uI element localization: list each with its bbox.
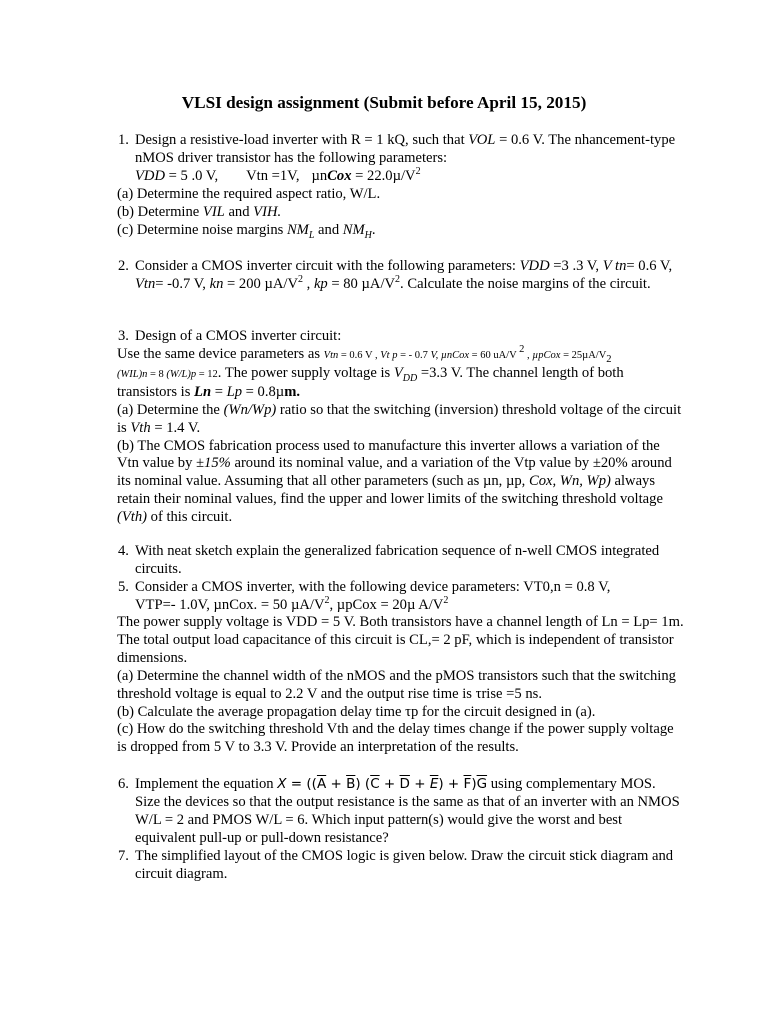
part-a: (a) Determine the required aspect ratio, W/L. — [117, 186, 381, 202]
part-b: (b) Determine VIL and VIH. — [117, 204, 282, 220]
parameter-line: (WIL)n = 8 (W/L)p = 12. The power supply voltage is $V_{DD} =3.3$ V. The channel length of both transistors is Ln = Lp = 0.8µm. — [117, 364, 624, 400]
part-c: (c) How do the switching threshold Vth and the delay times change if the power supply voltage is dropped from 5 V to 3.3 V. Provide an interpretation of the results. — [117, 721, 674, 756]
question-5-body — [117, 614, 684, 757]
question-3 — [118, 328, 682, 346]
parameter-line: VDD = 5 .0 V, Vtn =1V, µnCox = $22.0\mu/V^2$ — [135, 165, 421, 184]
question-text: With neat sketch explain the generalized fabrication sequence of n-well CMOS integrated circuits. — [135, 543, 660, 577]
part-c: (c) Determine noise margins $NM_L$ and $NM_H$. — [117, 222, 376, 241]
part-a: (a) Determine the (Wn/Wp) ratio so that the switching (inversion) threshold voltage of the circuit is Vth = 1.4 V. — [117, 401, 682, 436]
question-text: Implement the equation $X = ((\overline{A} + \overline{B}) (\overline{C} + \overline{D} + \overline{E}) + \overline{F})\overline{G}$ using complementary MOS. Size the devices so that the output resistance is the same as that of an inverter with an NMOS W/L = 2 and PMOS W/L = 6. Which input pattern(s) would give the worst and best equivalent pull-up or pull-down resistance? — [135, 776, 680, 846]
parameter-line: Use the same device parameters as Vtn = 0.6 V , Vt p = - 0.7 V, µnCox = 60 uA/V $^2$ , µpCox = $25\mu A/V_2$ — [117, 344, 612, 365]
question-7 — [118, 848, 682, 884]
question-number: 4. — [118, 543, 129, 559]
question-5 — [118, 579, 682, 615]
question-number: 2. — [118, 258, 129, 274]
part-a: (a) Determine the channel width of the nMOS and the pMOS transistors such that the switching threshold voltage is equal to 2.2 V and the output rise time is τrise =5 ns. — [117, 667, 676, 702]
question-number: 3. — [118, 328, 129, 344]
question-number: 5. — [118, 579, 129, 595]
question-heading: Design of a CMOS inverter circuit: — [135, 328, 342, 344]
question-number: 6. — [118, 776, 129, 792]
question-paragraph: The power supply voltage is VDD = 5 V. Both transistors have a channel length of Ln = Lp= 1m. The total output load capacitance of this circuit is CL,= 2 pF, which is independent of transistor dimensions. — [117, 614, 684, 666]
question-number: 1. — [118, 132, 129, 148]
question-2 — [118, 258, 682, 294]
part-b: (b) The CMOS fabrication process used to manufacture this inverter allows a variation of the Vtn value by ±15% around its nominal value, and a variation of the Vtp value by ±20% around its nominal value. Assuming that all other parameters (such as µn, µp, Cox, Wn, Wp) always retain their nominal values, find the upper and lower limits of the switching threshold voltage (Vth) of this circuit. — [117, 437, 672, 526]
parameter-line: VTP=- 1.0V, µnCox. = 50 $\mu A/V^2$, µpCox = 20µ $A/V^2$ — [135, 595, 449, 613]
boolean-equation: $X = ((\overline{A} + \overline{B}) (\overline{C} + \overline{D} + \overline{E}) + \overline{F})\overline{G}$ — [277, 776, 488, 792]
document-title: VLSI design assignment (Submit before April 15, 2015) — [181, 93, 587, 112]
question-number: 7. — [118, 848, 129, 864]
question-text: Design a resistive-load inverter with R = 1 kQ, such that VOL = 0.6 V. The nhancement-type nMOS driver transistor has the following parameters: — [135, 132, 676, 166]
question-4 — [118, 543, 682, 579]
question-text: Consider a CMOS inverter circuit with the following parameters: VDD =3 .3 V, V tn= 0.6 V, Vtn= -0.7 V, kn = 200 $\mu A/V^2$ , kp = 80 $\mu A/V^2$. Calculate the noise margins of the circuit. — [135, 258, 673, 292]
question-text: Consider a CMOS inverter, with the following device parameters: VT0,n = 0.8 V, — [135, 579, 611, 595]
question-text: The simplified layout of the CMOS logic is given below. Draw the circuit stick diagram and circuit diagram. — [135, 848, 674, 882]
question-3-body — [117, 346, 684, 527]
part-b: (b) Calculate the average propagation delay time τp for the circuit designed in (a). — [117, 703, 596, 720]
question-6 — [118, 776, 682, 848]
question-1 — [118, 132, 682, 186]
